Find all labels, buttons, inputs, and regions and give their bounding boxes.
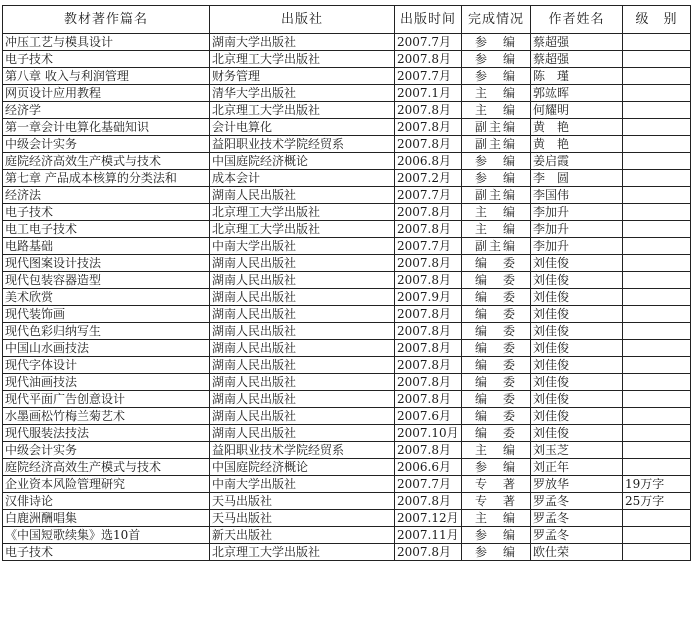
cell-level: [623, 289, 691, 306]
table-row: [3, 68, 691, 85]
cell-title: 经济法: [3, 187, 210, 204]
table-row: [3, 238, 691, 255]
cell-title: 电工电子技术: [3, 221, 210, 238]
cell-level: [623, 544, 691, 561]
cell-date: 2007.8月: [395, 272, 462, 289]
table-row: [3, 408, 691, 425]
cell-date: 2007.1月: [395, 85, 462, 102]
cell-author: 罗孟冬: [531, 493, 623, 510]
cell-date: 2007.7月: [395, 34, 462, 51]
cell-date: 2007.8月: [395, 374, 462, 391]
cell-level: [623, 510, 691, 527]
cell-author: 刘佳俊: [531, 391, 623, 408]
cell-date: 2007.11月: [395, 527, 462, 544]
cell-level: [623, 442, 691, 459]
cell-date: 2007.7月: [395, 476, 462, 493]
cell-author: 刘佳俊: [531, 323, 623, 340]
cell-date: 2007.8月: [395, 119, 462, 136]
cell-publisher: 北京理工大学出版社: [210, 102, 395, 119]
cell-author: 李加升: [531, 221, 623, 238]
cell-author: 刘佳俊: [531, 408, 623, 425]
cell-date: 2007.8月: [395, 357, 462, 374]
cell-publisher: 天马出版社: [210, 510, 395, 527]
cell-title: 网页设计应用教程: [3, 85, 210, 102]
table-row: [3, 102, 691, 119]
cell-role: 参 编: [462, 544, 531, 561]
cell-title: 现代油画技法: [3, 374, 210, 391]
cell-level: [623, 459, 691, 476]
cell-publisher: 湖南人民出版社: [210, 255, 395, 272]
cell-role: 编 委: [462, 391, 531, 408]
table-row: [3, 357, 691, 374]
cell-publisher: 湖南大学出版社: [210, 34, 395, 51]
table-row: [3, 51, 691, 68]
table-row: [3, 374, 691, 391]
cell-publisher: 中南大学出版社: [210, 238, 395, 255]
cell-publisher: 中国庭院经济概论: [210, 153, 395, 170]
table-row: [3, 493, 691, 510]
table-row: [3, 527, 691, 544]
table-row: [3, 442, 691, 459]
textbook-table: [2, 5, 691, 561]
cell-role: 参 编: [462, 153, 531, 170]
cell-title: 中级会计实务: [3, 442, 210, 459]
cell-title: 庭院经济高效生产模式与技术: [3, 459, 210, 476]
cell-author: 刘佳俊: [531, 306, 623, 323]
cell-publisher: 北京理工大学出版社: [210, 221, 395, 238]
cell-publisher: 湖南人民出版社: [210, 425, 395, 442]
cell-publisher: 湖南人民出版社: [210, 391, 395, 408]
cell-level: [623, 238, 691, 255]
cell-author: 刘玉芝: [531, 442, 623, 459]
cell-role: 专 著: [462, 476, 531, 493]
cell-author: 刘佳俊: [531, 374, 623, 391]
cell-author: 刘佳俊: [531, 289, 623, 306]
cell-level: [623, 272, 691, 289]
cell-title: 第八章 收入与利润管理: [3, 68, 210, 85]
cell-date: 2006.6月: [395, 459, 462, 476]
cell-author: 刘佳俊: [531, 357, 623, 374]
table-row: [3, 510, 691, 527]
cell-role: 参 编: [462, 527, 531, 544]
table-row: [3, 85, 691, 102]
cell-author: 李 圆: [531, 170, 623, 187]
cell-title: 现代色彩归纳写生: [3, 323, 210, 340]
cell-level: [623, 153, 691, 170]
cell-title: 白鹿洲酬唱集: [3, 510, 210, 527]
cell-level: [623, 119, 691, 136]
cell-publisher: 中南大学出版社: [210, 476, 395, 493]
cell-title: 第一章会计电算化基础知识: [3, 119, 210, 136]
cell-role: 编 委: [462, 255, 531, 272]
table-row: [3, 153, 691, 170]
cell-role: 副主编: [462, 119, 531, 136]
cell-publisher: 湖南人民出版社: [210, 357, 395, 374]
cell-level: [623, 323, 691, 340]
cell-title: 第七章 产品成本核算的分类法和: [3, 170, 210, 187]
cell-publisher: 财务管理: [210, 68, 395, 85]
cell-date: 2007.8月: [395, 340, 462, 357]
cell-author: 李加升: [531, 238, 623, 255]
cell-author: 郭竑晖: [531, 85, 623, 102]
cell-date: 2007.2月: [395, 170, 462, 187]
cell-level: [623, 34, 691, 51]
cell-level: [623, 85, 691, 102]
table-row: [3, 544, 691, 561]
cell-date: 2007.6月: [395, 408, 462, 425]
cell-author: 李加升: [531, 204, 623, 221]
cell-publisher: 湖南人民出版社: [210, 306, 395, 323]
cell-publisher: 中国庭院经济概论: [210, 459, 395, 476]
table-row: [3, 459, 691, 476]
cell-role: 主 编: [462, 102, 531, 119]
cell-title: 现代服装法技法: [3, 425, 210, 442]
table-row: [3, 323, 691, 340]
cell-date: 2007.8月: [395, 255, 462, 272]
header-publisher: 出版社: [210, 6, 395, 34]
cell-author: 蔡超强: [531, 51, 623, 68]
cell-publisher: 新天出版社: [210, 527, 395, 544]
cell-publisher: 湖南人民出版社: [210, 272, 395, 289]
header-level: 级 别: [623, 6, 691, 34]
cell-role: 参 编: [462, 170, 531, 187]
cell-author: 黄 艳: [531, 136, 623, 153]
cell-role: 编 委: [462, 289, 531, 306]
cell-author: 李国伟: [531, 187, 623, 204]
cell-date: 2007.8月: [395, 221, 462, 238]
cell-level: [623, 357, 691, 374]
cell-role: 主 编: [462, 204, 531, 221]
cell-level: [623, 527, 691, 544]
cell-level: 19万字: [623, 476, 691, 493]
cell-publisher: 北京理工大学出版社: [210, 204, 395, 221]
cell-role: 编 委: [462, 374, 531, 391]
cell-title: 现代图案设计技法: [3, 255, 210, 272]
cell-date: 2007.8月: [395, 544, 462, 561]
cell-publisher: 天马出版社: [210, 493, 395, 510]
cell-publisher: 湖南人民出版社: [210, 187, 395, 204]
header-author: 作者姓名: [531, 6, 623, 34]
table-row: [3, 255, 691, 272]
table-row: [3, 119, 691, 136]
cell-title: 电子技术: [3, 51, 210, 68]
cell-level: [623, 306, 691, 323]
cell-author: 黄 艳: [531, 119, 623, 136]
cell-date: 2007.8月: [395, 102, 462, 119]
cell-title: 庭院经济高效生产模式与技术: [3, 153, 210, 170]
cell-level: [623, 425, 691, 442]
cell-role: 编 委: [462, 272, 531, 289]
cell-title: 《中国短歌续集》选10首: [3, 527, 210, 544]
cell-title: 汉俳诗论: [3, 493, 210, 510]
cell-title: 企业资本风险管理研究: [3, 476, 210, 493]
table-row: [3, 187, 691, 204]
cell-title: 电子技术: [3, 204, 210, 221]
cell-publisher: 湖南人民出版社: [210, 374, 395, 391]
cell-role: 专 著: [462, 493, 531, 510]
table-row: [3, 476, 691, 493]
cell-author: 蔡超强: [531, 34, 623, 51]
cell-date: 2007.8月: [395, 136, 462, 153]
header-date: 出版时间: [395, 6, 462, 34]
cell-title: 现代平面广告创意设计: [3, 391, 210, 408]
cell-level: [623, 204, 691, 221]
cell-title: 电路基础: [3, 238, 210, 255]
cell-role: 编 委: [462, 425, 531, 442]
table-row: [3, 306, 691, 323]
cell-date: 2006.8月: [395, 153, 462, 170]
cell-level: [623, 187, 691, 204]
cell-date: 2007.8月: [395, 391, 462, 408]
cell-author: 陈 瑾: [531, 68, 623, 85]
cell-title: 电子技术: [3, 544, 210, 561]
cell-role: 主 编: [462, 85, 531, 102]
table-row: [3, 425, 691, 442]
cell-title: 现代包装容器造型: [3, 272, 210, 289]
cell-level: [623, 102, 691, 119]
cell-level: [623, 391, 691, 408]
cell-level: [623, 68, 691, 85]
cell-date: 2007.7月: [395, 238, 462, 255]
cell-date: 2007.8月: [395, 442, 462, 459]
cell-level: [623, 170, 691, 187]
table-row: [3, 34, 691, 51]
cell-publisher: 清华大学出版社: [210, 85, 395, 102]
table-row: [3, 272, 691, 289]
cell-role: 编 委: [462, 357, 531, 374]
cell-publisher: 湖南人民出版社: [210, 323, 395, 340]
cell-level: [623, 374, 691, 391]
cell-role: 参 编: [462, 68, 531, 85]
cell-author: 罗孟冬: [531, 510, 623, 527]
cell-role: 主 编: [462, 510, 531, 527]
cell-date: 2007.8月: [395, 306, 462, 323]
cell-date: 2007.7月: [395, 187, 462, 204]
cell-publisher: 湖南人民出版社: [210, 289, 395, 306]
cell-publisher: 益阳职业技术学院经贸系: [210, 442, 395, 459]
cell-author: 刘佳俊: [531, 255, 623, 272]
cell-role: 参 编: [462, 34, 531, 51]
cell-level: [623, 408, 691, 425]
cell-author: 刘佳俊: [531, 425, 623, 442]
cell-publisher: 北京理工大学出版社: [210, 51, 395, 68]
cell-date: 2007.12月: [395, 510, 462, 527]
cell-publisher: 益阳职业技术学院经贸系: [210, 136, 395, 153]
cell-role: 参 编: [462, 51, 531, 68]
cell-date: 2007.8月: [395, 323, 462, 340]
cell-level: [623, 340, 691, 357]
cell-publisher: 湖南人民出版社: [210, 408, 395, 425]
cell-title: 经济学: [3, 102, 210, 119]
cell-role: 编 委: [462, 340, 531, 357]
header-role: 完成情况: [462, 6, 531, 34]
cell-title: 冲压工艺与模具设计: [3, 34, 210, 51]
cell-level: [623, 136, 691, 153]
cell-role: 副主编: [462, 238, 531, 255]
cell-date: 2007.7月: [395, 68, 462, 85]
table-row: [3, 391, 691, 408]
cell-title: 美术欣赏: [3, 289, 210, 306]
cell-title: 现代字体设计: [3, 357, 210, 374]
cell-title: 水墨画松竹梅兰菊艺术: [3, 408, 210, 425]
cell-level: [623, 221, 691, 238]
cell-publisher: 成本会计: [210, 170, 395, 187]
table-row: [3, 136, 691, 153]
header-title: 教材著作篇名: [3, 6, 210, 34]
table-body: [3, 34, 691, 561]
cell-date: 2007.8月: [395, 204, 462, 221]
cell-title: 中级会计实务: [3, 136, 210, 153]
cell-title: 中国山水画技法: [3, 340, 210, 357]
cell-role: 副主编: [462, 187, 531, 204]
cell-date: 2007.8月: [395, 493, 462, 510]
cell-author: 刘佳俊: [531, 272, 623, 289]
cell-level: 25万字: [623, 493, 691, 510]
cell-role: 副主编: [462, 136, 531, 153]
cell-role: 主 编: [462, 442, 531, 459]
table-header-row: [3, 6, 691, 34]
table-row: [3, 221, 691, 238]
cell-publisher: 会计电算化: [210, 119, 395, 136]
cell-author: 刘正年: [531, 459, 623, 476]
cell-date: 2007.9月: [395, 289, 462, 306]
cell-author: 欧仕荣: [531, 544, 623, 561]
table-row: [3, 204, 691, 221]
table-row: [3, 170, 691, 187]
table-row: [3, 289, 691, 306]
cell-level: [623, 255, 691, 272]
cell-publisher: 湖南人民出版社: [210, 340, 395, 357]
cell-author: 罗孟冬: [531, 527, 623, 544]
cell-role: 参 编: [462, 459, 531, 476]
cell-role: 编 委: [462, 408, 531, 425]
cell-publisher: 北京理工大学出版社: [210, 544, 395, 561]
cell-author: 姜启霞: [531, 153, 623, 170]
cell-level: [623, 51, 691, 68]
cell-author: 何耀明: [531, 102, 623, 119]
cell-author: 刘佳俊: [531, 340, 623, 357]
table-row: [3, 340, 691, 357]
cell-title: 现代装饰画: [3, 306, 210, 323]
cell-role: 编 委: [462, 306, 531, 323]
cell-date: 2007.10月: [395, 425, 462, 442]
cell-role: 主 编: [462, 221, 531, 238]
cell-author: 罗放华: [531, 476, 623, 493]
cell-role: 编 委: [462, 323, 531, 340]
cell-date: 2007.8月: [395, 51, 462, 68]
